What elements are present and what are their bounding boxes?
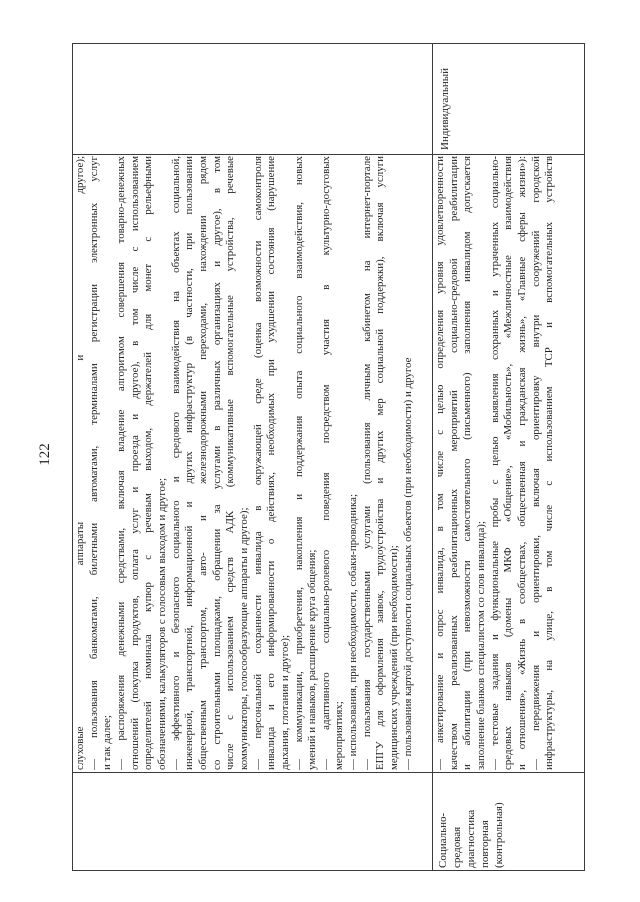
row-1-line: — пользования банкоматами, билетными автоматами, терминалами регистрации электронных услуг: [87, 156, 100, 770]
row-1-line: коммуникаторы, голосообразующие аппараты и другое);: [237, 507, 250, 770]
column-divider-label: [72, 772, 585, 773]
row-2-line: — анкетирование и опрос инвалида, в том числе с целью определения уровня удовлетворенности: [434, 156, 446, 770]
row-1-line: и так далее;: [101, 715, 114, 770]
row-2-label: [436, 774, 506, 868]
table-border-right: [584, 43, 585, 871]
row-1-line: медицинских учреждений (при необходимости);: [388, 545, 401, 770]
table-border-left: [72, 43, 73, 871]
row-1-line: отношений (покупка продуктов, оплата услуг и проезда и другое), в том числе с использованием: [128, 156, 141, 770]
row-2-line: и абилитации (при невозможности самостоятельного (письменного) заполнения инвалидом допускается: [461, 156, 474, 770]
row-1-line: — эффективного и безопасного социального и средового взаимодействия на объектах социальной,: [169, 156, 182, 770]
row-1-line: — пользования государственными услугами (пользования личным кабинетом на интернет-портале: [360, 156, 373, 770]
row-1-line: мероприятиях;: [333, 701, 346, 770]
row-1-line: — персональной сохранности инвалида в окружающей среде (оценка возможности самоконтроля: [251, 156, 264, 770]
row-2-label-line: Социально-: [437, 812, 449, 868]
row-1-line: — использования, при необходимости, собаки-проводника;: [347, 494, 360, 770]
row-1-content: [74, 156, 415, 770]
row-1-line: инвалида и его информированности о действиях, необходимых при ухудшении состояния (нарушение: [265, 156, 278, 770]
column-divider-format: [72, 154, 585, 155]
row-1-line: умений и навыков, расширение круга общения;: [306, 549, 319, 770]
row-1-line: числе с использованием средств АДК (коммуникативные вспомогательные устройства, речевые: [224, 156, 237, 770]
row-1-line: обозначениями, калькуляторов с голосовым выходом и другое;: [155, 478, 168, 770]
row-1-line: со строительными площадками, обращении за услугами в различных организациях и другое), в том: [210, 156, 223, 770]
row-2-label-line: повторная: [479, 820, 491, 868]
row-divider: [432, 43, 433, 871]
row-2-line: заполнение бланков специалистом со слов инвалида);: [474, 521, 487, 770]
row-2-line: — тестовые задания и функциональные пробы с целью выявления сохранных и утраченных социально-: [488, 156, 501, 770]
row-2-label-line: диагностика: [465, 809, 477, 868]
row-1-line: — пользования картой доступности социальных объектов (при необходимости) и другое: [401, 357, 414, 770]
row-1-line: определителей номинала купюр с речевым выходом, держателей для монет с рельефными: [142, 156, 155, 770]
row-1-line: слуховые аппараты и другое);: [74, 156, 86, 770]
row-2-line: качеством реализованных реабилитационных мероприятий социально-средовой реабилитации: [447, 156, 460, 770]
row-2-line: средовых навыков (домены МКФ «Общение», «Мобильность», «Межличностные взаимодействия: [502, 156, 515, 770]
row-1-line: — распоряжения денежными средствами, включая владение алгоритмом совершения товарно-денежных: [114, 156, 127, 770]
row-2-label-line: средовая: [451, 826, 463, 868]
page-number: 122: [36, 443, 53, 466]
row-2-format: Индивидуальный: [439, 68, 451, 150]
row-2-label-line: (контрольная): [493, 802, 505, 868]
row-1-line: дыхания, глотания и другое);: [278, 635, 291, 770]
row-2-content: [434, 156, 557, 770]
table-border-top: [72, 43, 585, 44]
row-1-line: — адаптивного социально-ролевого поведения посредством участия в культурно-досуговых: [319, 156, 332, 770]
row-1-line: ЕПГУ для оформления заявок, трудоустройства и других мер социальной поддержки), включая услуги: [374, 156, 387, 770]
row-1-line: — коммуникации, приобретения, накопления и поддержания опыта социального взаимодействия, новых: [292, 156, 305, 770]
row-1-line: инженерной, транспортной, информационной и других инфраструктур (в частности, при пользовании: [183, 156, 196, 770]
row-1-line: общественным транспортом, авто- и железнодорожными переходами, нахождении рядом: [196, 156, 209, 770]
row-2-line: — передвижения и ориентировки, включая ориентировку внутри сооружений городской: [529, 156, 542, 770]
table-border-bottom: [72, 870, 585, 871]
row-2-line: и отношения», «Жизнь в сообществах, общественная и гражданская жизнь», «Главные сферы жизни»):: [515, 156, 528, 770]
row-2-line: инфраструктуры, на улице, в том числе с использованием ТСР и вспомогательных устройств: [543, 156, 556, 770]
